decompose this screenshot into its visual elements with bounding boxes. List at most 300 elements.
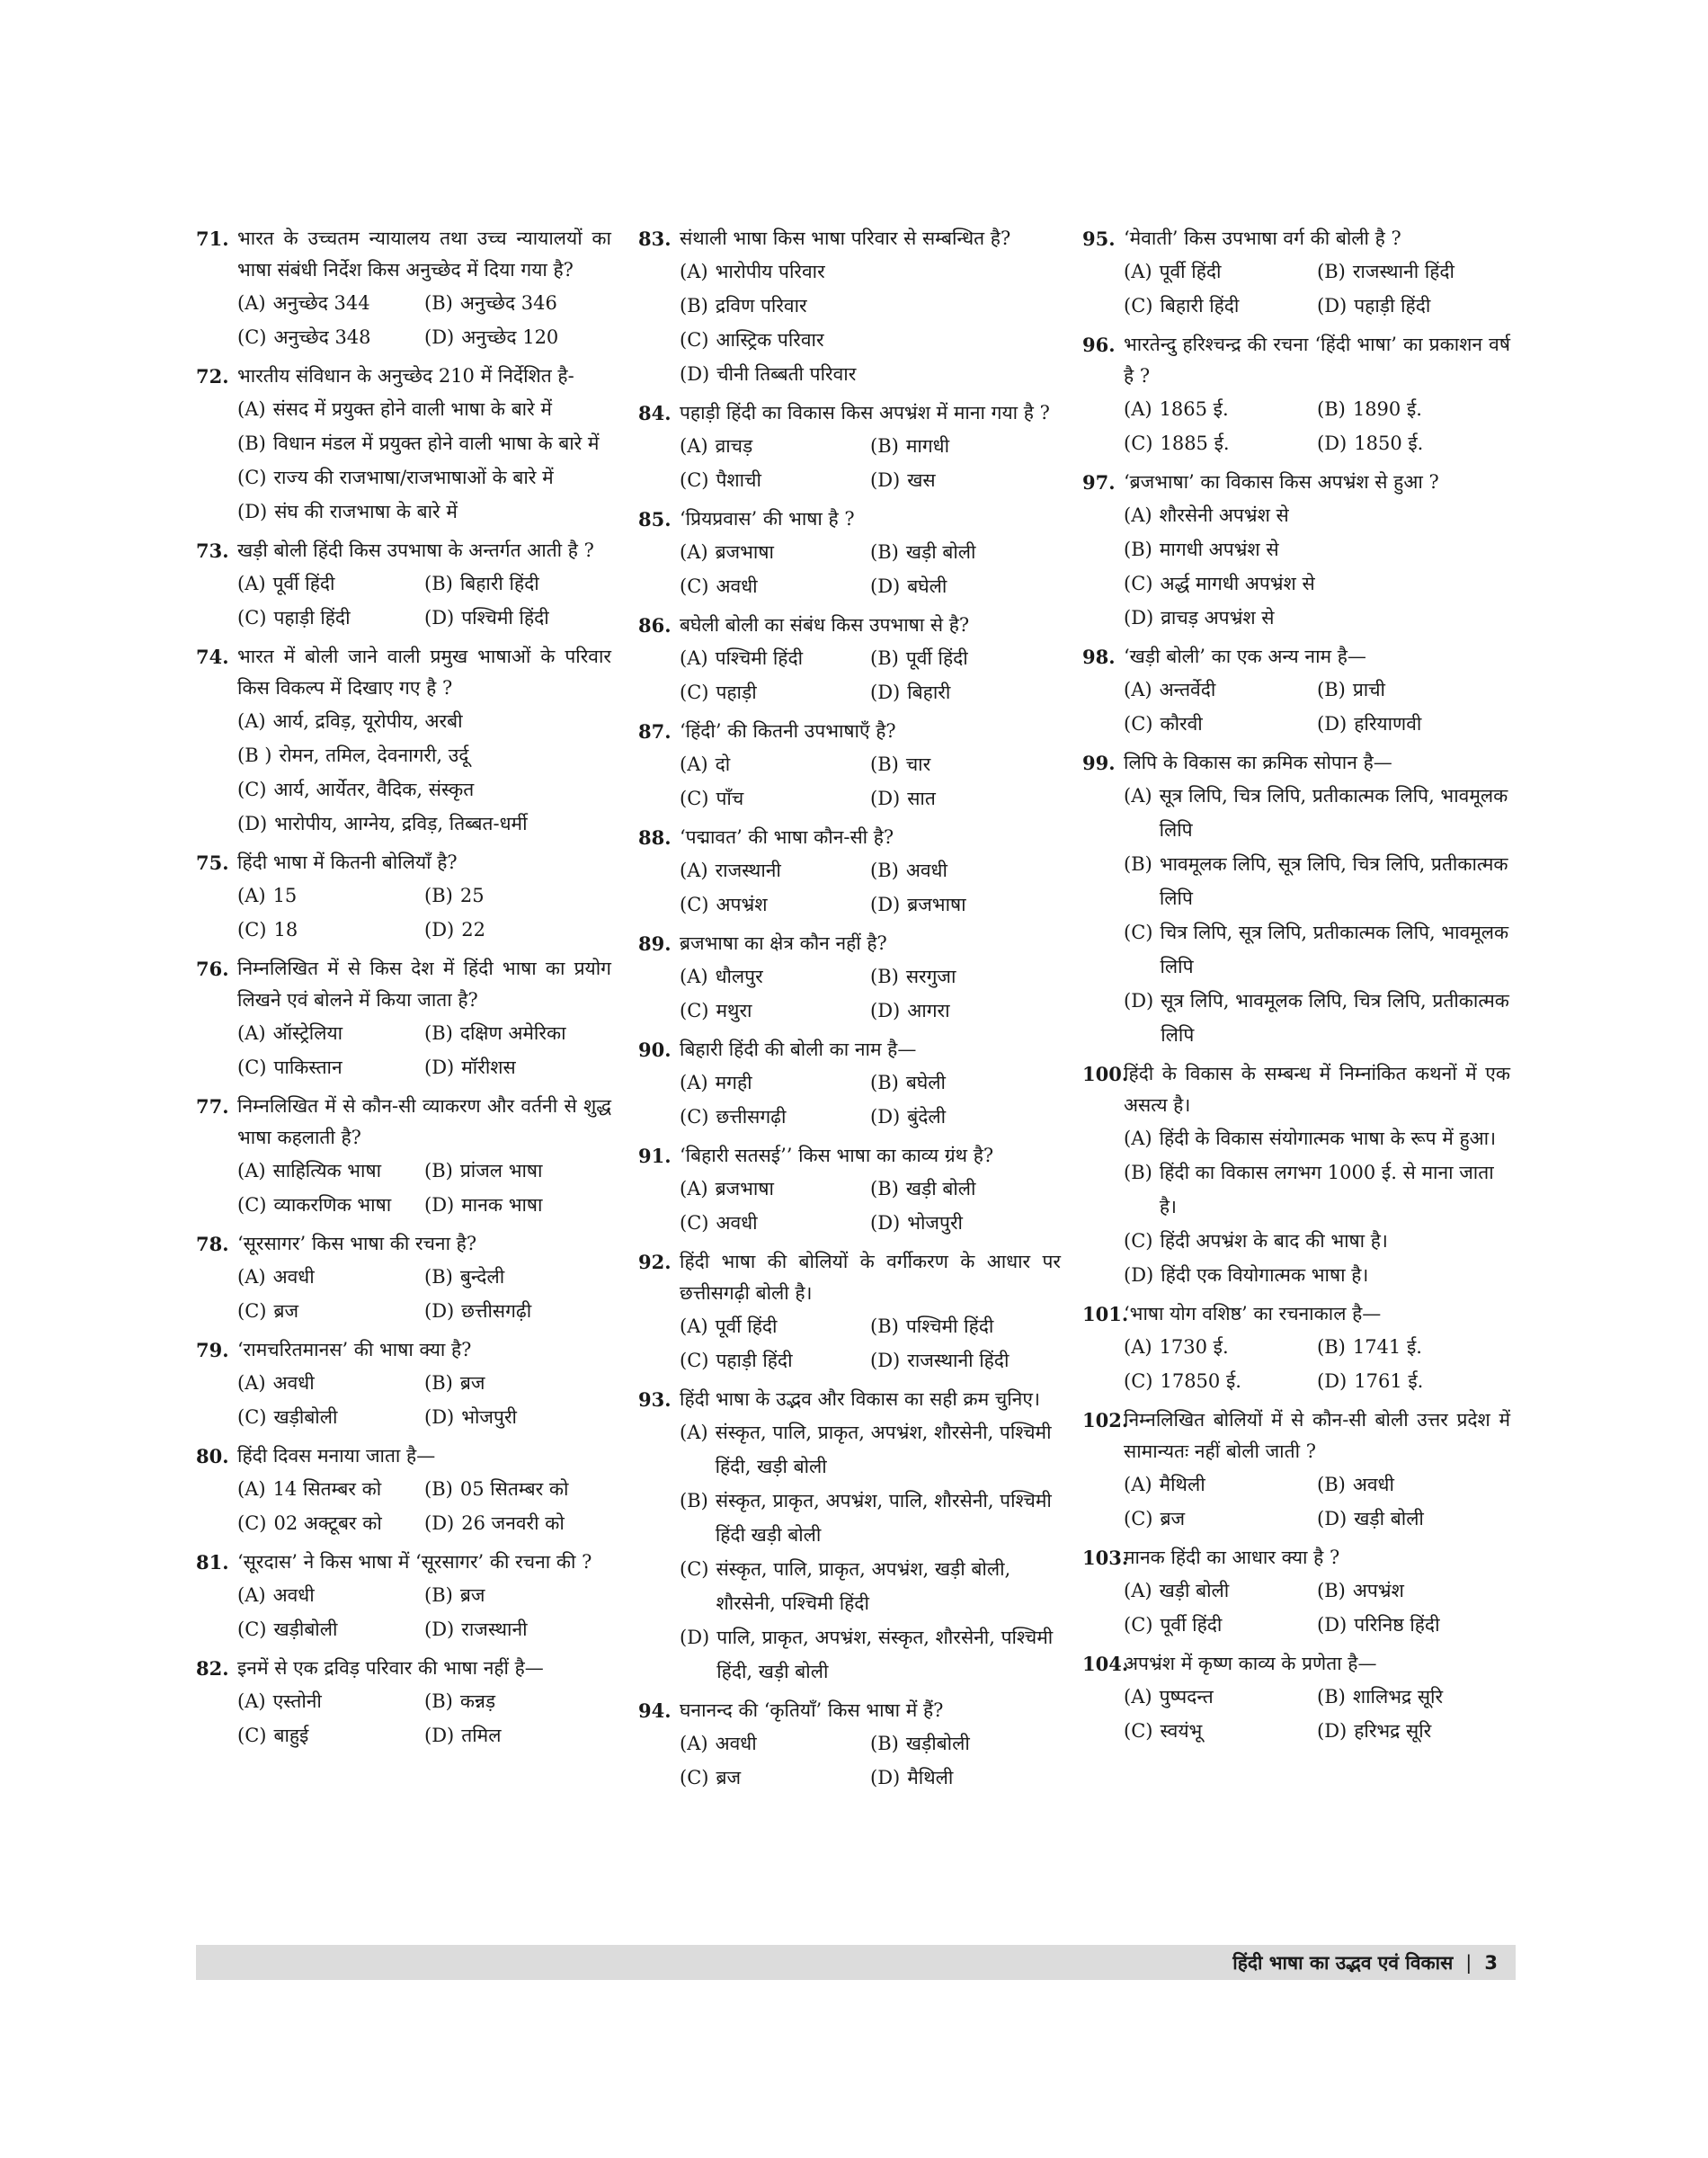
question-text: ‘मेवाती’ किस उपभाषा वर्ग की बोली है ?	[1124, 227, 1401, 249]
answer-option	[680, 853, 870, 887]
question	[1082, 329, 1510, 460]
option-key: (C)	[1124, 295, 1153, 317]
answer-option	[1124, 289, 1317, 323]
question-head	[638, 1034, 1061, 1066]
option-key: (C)	[237, 326, 267, 348]
answer-option	[1124, 601, 1510, 635]
option-key: (B)	[1124, 539, 1152, 560]
answer-option	[237, 913, 424, 947]
option-text: भोजपुरी	[907, 1212, 963, 1234]
option-key: (A)	[680, 1072, 708, 1093]
answer-option	[1124, 1714, 1317, 1748]
option-key: (D)	[424, 919, 455, 941]
option-key: (D)	[424, 1057, 455, 1078]
question-text: ब्रजभाषा का क्षेत्र कौन नहीं है?	[680, 932, 887, 954]
option-key: (C)	[680, 329, 709, 351]
option-text: 1890 ई.	[1352, 398, 1422, 420]
option-text: अवधी	[716, 1212, 758, 1234]
question	[638, 1384, 1061, 1689]
option-text: कौरवी	[1160, 713, 1203, 735]
question-text: भारतेन्दु हरिश्चन्द्र की रचना ‘हिंदी भाषा’ का प्रकाशन वर्ष है ?	[1124, 334, 1510, 387]
option-list	[237, 1366, 611, 1434]
option-text: 17850 ई.	[1160, 1370, 1241, 1392]
answer-option	[1124, 566, 1510, 601]
option-key: (C)	[1124, 1614, 1153, 1636]
option-key: (B)	[424, 885, 453, 906]
option-key: (A)	[680, 541, 708, 563]
option-text: 1761 ई.	[1354, 1370, 1424, 1392]
option-key: (D)	[424, 1512, 455, 1534]
option-text: हिंदी एक वियोगात्मक भाषा है।	[1161, 1264, 1369, 1286]
answer-option	[1317, 1574, 1510, 1608]
option-list	[680, 254, 1061, 391]
option-list	[237, 566, 611, 635]
option-key: (B)	[424, 1266, 453, 1288]
question-head	[196, 641, 611, 704]
option-key: (D)	[424, 1194, 455, 1216]
answer-option	[237, 878, 424, 913]
option-key: (D)	[1124, 990, 1154, 1012]
question	[638, 716, 1061, 816]
question	[638, 504, 1061, 603]
option-list	[680, 1415, 1061, 1689]
answer-option	[1317, 707, 1510, 741]
option-list	[680, 959, 1061, 1028]
question-text: हिंदी दिवस मनाया जाता है—	[237, 1445, 436, 1467]
option-key: (A)	[237, 710, 266, 732]
question-number: 98.	[1082, 646, 1116, 668]
answer-option	[237, 601, 424, 635]
answer-option	[237, 1050, 424, 1084]
option-text: एस्तोनी	[272, 1690, 322, 1712]
answer-option	[680, 747, 870, 781]
option-key: (A)	[237, 398, 266, 420]
answer-option	[237, 286, 424, 320]
option-text: खड़ीबोली	[273, 1618, 338, 1640]
option-text: पूर्वी हिंदी	[1159, 261, 1222, 282]
option-text: पाँच	[716, 788, 744, 809]
answer-option	[1124, 1574, 1317, 1608]
answer-option	[1124, 1364, 1317, 1398]
answer-option	[1124, 847, 1510, 915]
option-key: (C)	[1124, 1508, 1153, 1529]
option-text: भोजपुरी	[461, 1406, 517, 1428]
option-text: आर्य, आर्येतर, वैदिक, संस्कृत	[273, 779, 475, 800]
question-number: 93.	[638, 1388, 672, 1411]
option-text: संस्कृत, पालि, प्राकृत, अपभ्रंश, शौरसेनी, पश्चिमी हिंदी, खड़ी बोली	[715, 1422, 1052, 1477]
question-number: 76.	[196, 958, 229, 980]
option-text: बिहारी	[907, 682, 951, 703]
option-key: (B)	[680, 295, 708, 317]
option-key: (B)	[870, 754, 899, 775]
option-key: (D)	[870, 1767, 901, 1788]
question	[196, 641, 611, 841]
question-number: 82.	[196, 1657, 229, 1680]
question-number: 85.	[638, 508, 672, 531]
question-text: ‘ब्रजभाषा’ का विकास किस अपभ्रंश से हुआ ?	[1124, 471, 1439, 493]
question	[638, 223, 1061, 391]
option-key: (A)	[1124, 785, 1152, 807]
question-number: 83.	[638, 227, 672, 250]
question-number: 73.	[196, 540, 229, 562]
option-list	[680, 535, 1061, 603]
answer-option	[1317, 1364, 1510, 1398]
option-text: चित्र लिपि, सूत्र लिपि, प्रतीकात्मक लिपि, भावमूलक लिपि	[1160, 922, 1509, 977]
question-head	[638, 1140, 1061, 1172]
option-text: पहाड़ी हिंदी	[273, 607, 351, 629]
answer-option	[1124, 707, 1317, 741]
option-text: राजस्थानी हिंदी	[907, 1350, 1010, 1371]
answer-option	[1317, 1502, 1510, 1536]
question-text: निम्नलिखित में से कौन-सी व्याकरण और वर्तनी से शुद्ध भाषा कहलाती है?	[237, 1095, 611, 1148]
option-key: (C)	[680, 1212, 709, 1234]
answer-option	[237, 1684, 424, 1718]
option-key: (A)	[1124, 504, 1152, 526]
option-list	[680, 1066, 1061, 1134]
option-key: (D)	[1124, 1264, 1154, 1286]
question-text: ‘रामचरितमानस’ की भाषा क्या है?	[237, 1339, 472, 1360]
question	[638, 1140, 1061, 1240]
question	[1082, 641, 1510, 741]
option-text: दक्षिण अमेरिका	[459, 1022, 566, 1044]
option-text: व्राचड़	[715, 435, 753, 457]
option-key: (C)	[680, 469, 709, 491]
option-text: मॉरीशस	[461, 1057, 516, 1078]
option-key: (B)	[1124, 1162, 1152, 1183]
question-number: 88.	[638, 826, 672, 849]
question-text: ‘हिंदी’ की कितनी उपभाषाएँ है?	[680, 720, 896, 742]
option-key: (D)	[424, 1618, 455, 1640]
option-text: ऑस्ट्रेलिया	[272, 1022, 343, 1044]
option-text: प्राची	[1352, 679, 1385, 700]
option-text: अनुच्छेद 346	[459, 292, 557, 314]
option-key: (D)	[870, 894, 901, 915]
option-key: (C)	[237, 1618, 267, 1640]
option-key: (A)	[237, 1266, 266, 1288]
answer-option	[237, 1154, 424, 1188]
option-key: (A)	[1124, 1336, 1152, 1358]
option-key: (D)	[870, 1212, 901, 1234]
option-text: आस्ट्रिक परिवार	[716, 329, 824, 351]
answer-option	[237, 738, 611, 772]
option-text: पश्चिमी हिंदी	[905, 1315, 994, 1337]
answer-option	[1317, 289, 1510, 323]
option-text: 15	[272, 885, 298, 906]
answer-option	[680, 1552, 1061, 1620]
option-key: (A)	[680, 435, 708, 457]
option-list	[237, 1154, 611, 1222]
option-text: खड़ीबोली	[905, 1733, 970, 1754]
question	[196, 847, 611, 947]
option-list	[1124, 498, 1510, 635]
question-number: 94.	[638, 1699, 672, 1722]
option-text: हिंदी के विकास संयोगात्मक भाषा के रूप में हुआ।	[1159, 1128, 1497, 1149]
answer-option	[870, 535, 1061, 569]
answer-option	[870, 429, 1061, 463]
option-text: सूत्र लिपि, चित्र लिपि, प्रतीकात्मक लिपि, भावमूलक लिपि	[1159, 785, 1508, 841]
answer-option	[680, 1066, 870, 1100]
option-list	[1124, 1680, 1510, 1748]
option-key: (B)	[237, 432, 266, 454]
answer-option	[680, 357, 1061, 391]
question	[1082, 747, 1510, 1052]
answer-option	[1317, 1467, 1510, 1502]
option-key: (C)	[680, 1558, 709, 1580]
answer-option	[1124, 1608, 1317, 1642]
option-key: (C)	[1124, 1720, 1153, 1742]
answer-option	[680, 323, 1061, 357]
option-text: अपभ्रंश	[716, 894, 768, 915]
question-text: भारत में बोली जाने वाली प्रमुख भाषाओं के परिवार किस विकल्प में दिखाए गए है ?	[237, 646, 611, 699]
option-key: (A)	[237, 292, 266, 314]
question-number: 75.	[196, 852, 229, 874]
answer-option	[870, 853, 1061, 887]
option-text: खड़ी बोली	[905, 1178, 976, 1199]
option-text: मागधी	[905, 435, 950, 457]
answer-option	[424, 1294, 611, 1328]
option-text: खड़ी बोली	[1159, 1580, 1230, 1601]
option-list	[1124, 1467, 1510, 1536]
option-text: अवधी	[272, 1584, 315, 1606]
option-key: (A)	[680, 261, 708, 282]
option-key: (D)	[424, 1725, 455, 1746]
answer-option	[237, 1718, 424, 1752]
option-key: (D)	[1317, 1720, 1348, 1742]
option-text: पश्चिमी हिंदी	[715, 647, 804, 669]
option-text: धौलपुर	[715, 966, 763, 987]
answer-option	[1124, 1155, 1510, 1224]
answer-option	[870, 675, 1061, 709]
question-head	[196, 1440, 611, 1472]
option-text: पहाड़ी हिंदी	[1354, 295, 1431, 317]
option-key: (C)	[680, 575, 709, 597]
option-key: (C)	[680, 894, 709, 915]
question-head	[196, 1653, 611, 1684]
option-key: (D)	[1317, 1508, 1348, 1529]
question-head	[1082, 1404, 1510, 1467]
option-key: (A)	[680, 1315, 708, 1337]
question-head	[196, 847, 611, 878]
option-key: (A)	[237, 1584, 266, 1606]
option-text: मागधी अपभ्रंश से	[1159, 539, 1279, 560]
page-footer	[196, 1945, 1516, 1980]
question-text: मानक हिंदी का आधार क्या है ?	[1124, 1547, 1340, 1568]
question-text: निम्नलिखित में से किस देश में हिंदी भाषा का प्रयोग लिखने एवं बोलने में किया जाता है?	[237, 958, 611, 1011]
answer-option	[237, 392, 611, 426]
option-text: सरगुजा	[905, 966, 956, 987]
option-text: परिनिष्ठ हिंदी	[1354, 1614, 1440, 1636]
answer-option	[680, 675, 870, 709]
option-text: 02 अक्टूबर को	[273, 1512, 382, 1534]
question-head	[196, 1091, 611, 1154]
answer-option	[870, 1343, 1061, 1378]
option-text: ब्रज	[1160, 1508, 1186, 1529]
answer-option	[424, 286, 611, 320]
option-text: ब्रज	[273, 1300, 299, 1322]
answer-option	[237, 426, 611, 460]
option-key: (D)	[424, 1406, 455, 1428]
option-key: (B)	[424, 292, 453, 314]
question	[638, 397, 1061, 497]
question-head	[638, 223, 1061, 254]
option-text: बघेली	[907, 575, 947, 597]
option-key: (C)	[237, 1512, 267, 1534]
option-key: (A)	[237, 1372, 266, 1394]
answer-option	[424, 1578, 611, 1612]
option-text: 26 जनवरी को	[461, 1512, 565, 1534]
option-key: (D)	[870, 1000, 901, 1021]
option-list	[1124, 254, 1510, 323]
option-text: अवधी	[272, 1266, 315, 1288]
option-key: (A)	[237, 1160, 266, 1182]
answer-option	[1124, 915, 1510, 984]
answer-option	[870, 1172, 1061, 1206]
option-text: खस	[907, 469, 936, 491]
option-text: शौरसेनी अपभ्रंश से	[1159, 504, 1289, 526]
option-key: (D)	[870, 1350, 901, 1371]
option-key: (D)	[680, 1627, 710, 1648]
option-text: राज्य की राजभाषा/राजभाषाओं के बारे में	[273, 467, 554, 488]
question-number: 84.	[638, 402, 672, 424]
answer-option	[680, 463, 870, 497]
option-list	[680, 853, 1061, 922]
answer-option	[424, 1472, 611, 1506]
answer-option	[870, 781, 1061, 816]
option-key: (D)	[237, 813, 268, 834]
option-key: (B)	[870, 1072, 899, 1093]
option-key: (B)	[424, 1372, 453, 1394]
option-key: (C)	[237, 467, 267, 488]
question-text: अपभ्रंश में कृष्ण काव्य के प्रणेता है—	[1124, 1653, 1377, 1674]
option-list	[680, 1172, 1061, 1240]
answer-option	[1317, 673, 1510, 707]
question-number: 80.	[196, 1445, 229, 1467]
option-key: (A)	[237, 573, 266, 594]
option-text: अनुच्छेद 120	[461, 326, 559, 348]
option-key: (C)	[1124, 713, 1153, 735]
answer-option	[680, 429, 870, 463]
question-number: 81.	[196, 1551, 229, 1574]
question-number: 77.	[196, 1095, 229, 1118]
option-key: (A)	[1124, 679, 1152, 700]
option-text: आर्य, द्रविड़, यूरोपीय, अरबी	[272, 710, 463, 732]
option-text: मैथिली	[1159, 1474, 1205, 1495]
option-key: (D)	[1317, 1614, 1348, 1636]
answer-option	[870, 747, 1061, 781]
question-text: ‘पद्मावत’ की भाषा कौन-सी है?	[680, 826, 894, 848]
option-text: व्याकरणिक भाषा	[273, 1194, 392, 1216]
question-head	[196, 223, 611, 286]
option-text: मानक भाषा	[461, 1194, 543, 1216]
answer-option	[424, 1400, 611, 1434]
option-key: (B)	[1124, 853, 1152, 875]
option-key: (D)	[1124, 607, 1154, 629]
answer-option	[424, 878, 611, 913]
answer-option	[1124, 1258, 1510, 1292]
question-number: 101.	[1082, 1303, 1129, 1325]
option-text: पालि, प्राकृत, अपभ्रंश, संस्कृत, शौरसेनी, पश्चिमी हिंदी, खड़ी बोली	[716, 1627, 1054, 1682]
answer-option	[680, 1343, 870, 1378]
question-text: इनमें से एक द्रविड़ परिवार की भाषा नहीं है—	[237, 1657, 544, 1679]
question	[638, 610, 1061, 709]
option-text: ब्रजभाषा	[715, 1178, 774, 1199]
option-text: राजस्थानी	[715, 860, 781, 881]
answer-option	[424, 1188, 611, 1222]
option-key: (D)	[870, 1106, 901, 1128]
answer-option	[680, 1620, 1061, 1689]
answer-option	[1317, 1330, 1510, 1364]
question	[1082, 1404, 1510, 1536]
answer-option	[870, 463, 1061, 497]
option-key: (A)	[1124, 1580, 1152, 1601]
option-text: हिंदी का विकास लगभग 1000 ई. से माना जाता है।	[1159, 1162, 1494, 1217]
question-head	[1082, 1648, 1510, 1680]
option-text: हिंदी अपभ्रंश के बाद की भाषा है।	[1160, 1230, 1388, 1252]
option-text: ब्रज	[459, 1584, 485, 1606]
answer-option	[870, 1726, 1061, 1761]
answer-option	[870, 569, 1061, 603]
option-text: प्रांजल भाषा	[459, 1160, 543, 1182]
answer-option	[237, 1366, 424, 1400]
option-list	[237, 1260, 611, 1328]
option-text: खड़ी बोली	[905, 541, 976, 563]
answer-option	[237, 1472, 424, 1506]
option-text: आगरा	[907, 1000, 950, 1021]
option-key: (B)	[870, 860, 899, 881]
option-text: भावमूलक लिपि, सूत्र लिपि, चित्र लिपि, प्रतीकात्मक लिपि	[1159, 853, 1508, 909]
option-list	[237, 878, 611, 947]
answer-option	[1317, 1714, 1510, 1748]
option-text: अर्द्ध मागधी अपभ्रंश से	[1160, 573, 1315, 594]
question-head	[638, 822, 1061, 853]
question-text: ‘खड़ी बोली’ का एक अन्य नाम है—	[1124, 646, 1366, 667]
question	[1082, 467, 1510, 635]
option-key: (D)	[237, 501, 268, 522]
question-text: हिंदी भाषा के उद्भव और विकास का सही क्रम चुनिए।	[680, 1388, 1040, 1410]
question-text: पहाड़ी हिंदी का विकास किस अपभ्रंश में माना गया है ?	[680, 402, 1050, 424]
question-head	[1082, 1058, 1510, 1121]
option-key: (C)	[680, 1767, 709, 1788]
answer-option	[1124, 426, 1317, 460]
answer-option	[680, 254, 1061, 289]
option-text: अनुच्छेद 344	[272, 292, 370, 314]
option-text: अवधी	[905, 860, 947, 881]
option-text: 18	[273, 919, 298, 941]
answer-option	[680, 569, 870, 603]
option-text: ब्रजभाषा	[715, 541, 774, 563]
footer-title: हिंदी भाषा का उद्भव एवं विकास	[1232, 1951, 1454, 1974]
option-key: (B)	[870, 541, 899, 563]
answer-option	[424, 1016, 611, 1050]
option-text: चीनी तिब्बती परिवार	[716, 363, 857, 385]
answer-option	[237, 1578, 424, 1612]
question	[196, 361, 611, 529]
option-key: (B)	[870, 966, 899, 987]
question-number: 74.	[196, 646, 229, 668]
option-text: साहित्यिक भाषा	[272, 1160, 382, 1182]
answer-option	[424, 1260, 611, 1294]
question-number: 72.	[196, 365, 229, 388]
option-text: पहाड़ी	[716, 682, 757, 703]
option-key: (A)	[237, 885, 266, 906]
option-text: छत्तीसगढ़ी	[716, 1106, 787, 1128]
answer-option	[870, 959, 1061, 994]
question-number: 89.	[638, 932, 672, 955]
option-text: 1730 ई.	[1159, 1336, 1229, 1358]
option-text: राजस्थानी	[461, 1618, 528, 1640]
question-text: बिहारी हिंदी की बोली का नाम है—	[680, 1039, 917, 1060]
answer-option	[1124, 1224, 1510, 1258]
